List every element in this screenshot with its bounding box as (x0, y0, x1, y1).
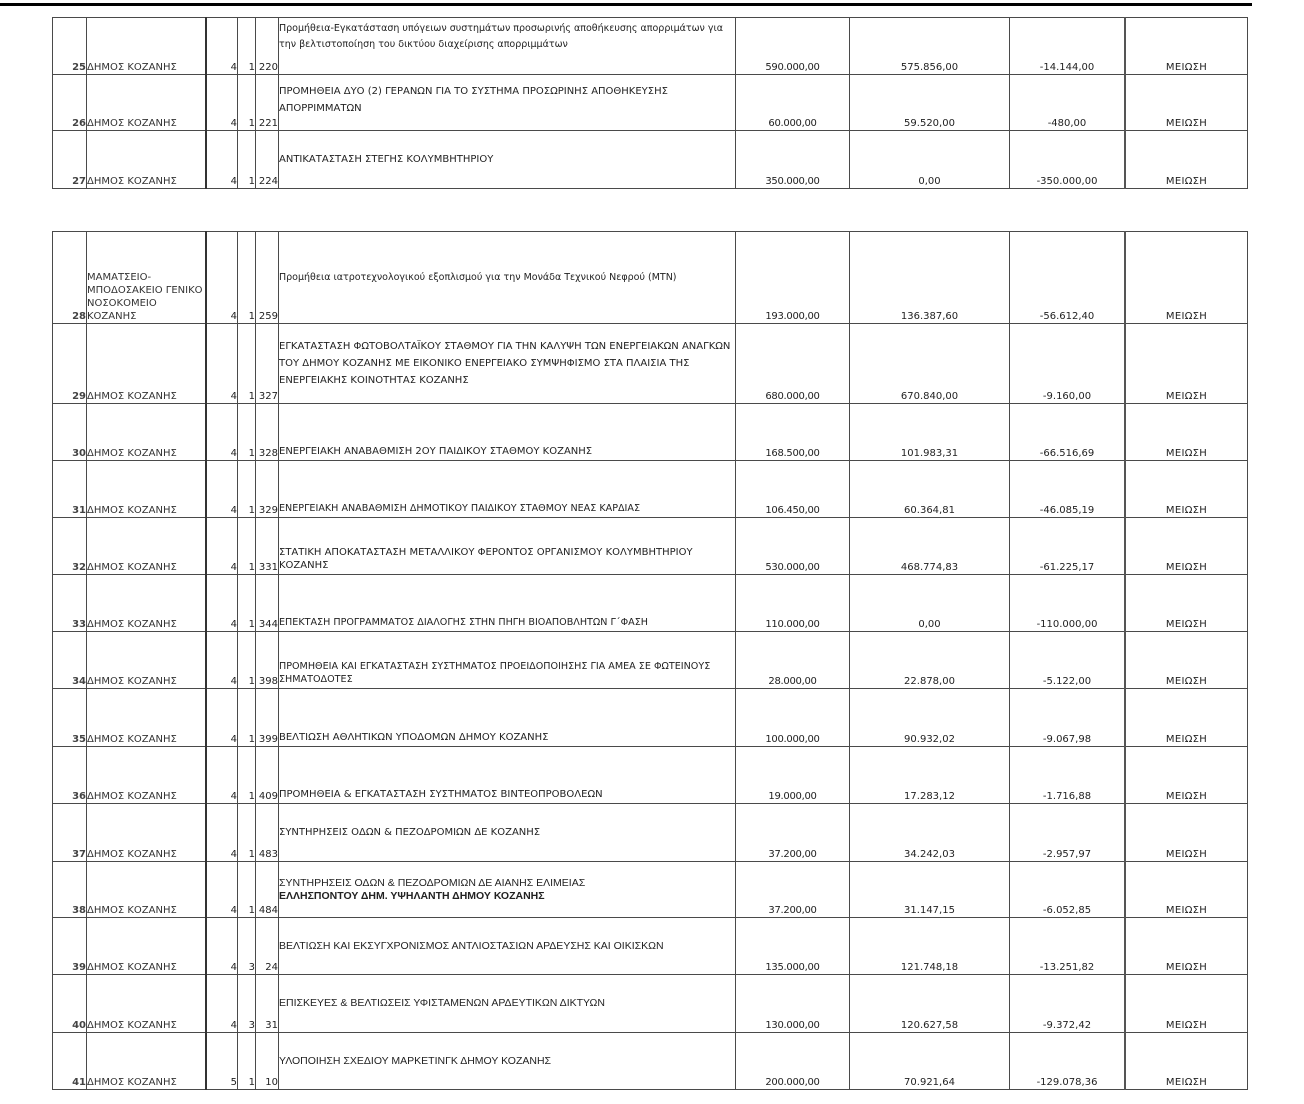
actual-amount: 575.856,00 (850, 18, 1010, 75)
status-label: ΜΕΙΩΣΗ (1125, 75, 1248, 131)
project-code: 331 (256, 518, 279, 575)
table-row (53, 632, 1248, 689)
status-label: ΜΕΙΩΣΗ (1125, 575, 1248, 632)
row-number: 26 (53, 75, 87, 131)
budget-amount: 200.000,00 (736, 1033, 850, 1090)
row-number: 34 (53, 632, 87, 689)
organization: ΔΗΜΟΣ ΚΟΖΑΝΗΣ (87, 461, 207, 518)
row-number: 35 (53, 689, 87, 747)
actual-amount: 670.840,00 (850, 324, 1010, 404)
description-line: ΣΥΝΤΗΡΗΣΕΙΣ ΟΔΩΝ & ΠΕΖΟΔΡΟΜΙΩΝ ΔΕ ΑΙΑΝΗΣ ΕΛΙΜΕΙΑΣ (279, 876, 586, 889)
project-description (279, 862, 736, 918)
budget-amount: 530.000,00 (736, 518, 850, 575)
actual-amount: 101.983,31 (850, 404, 1010, 461)
difference-amount: -2.957,97 (1010, 804, 1126, 862)
code-a: 5 (206, 1033, 238, 1090)
description-line-bold: ΕΛΛΗΣΠΟΝΤΟΥ ΔΗΜ. ΥΨΗΛΑΝΤΗ ΔΗΜΟΥ ΚΟΖΑΝΗΣ (279, 889, 545, 902)
status-label: ΜΕΙΩΣΗ (1125, 804, 1248, 862)
difference-amount: -350.000,00 (1010, 131, 1126, 189)
organization: ΔΗΜΟΣ ΚΟΖΑΝΗΣ (87, 689, 207, 747)
code-a: 4 (206, 232, 238, 324)
code-a: 4 (206, 632, 238, 689)
actual-amount: 90.932,02 (850, 689, 1010, 747)
difference-amount: -6.052,85 (1010, 862, 1126, 918)
actual-amount: 17.283,12 (850, 747, 1010, 804)
actual-amount: 0,00 (850, 131, 1010, 189)
status-label: ΜΕΙΩΣΗ (1125, 232, 1248, 324)
table-row (53, 75, 1248, 131)
project-description: ΣΤΑΤΙΚΗ ΑΠΟΚΑΤΑΣΤΑΣΗ ΜΕΤΑΛΛΙΚΟΥ ΦΕΡΟΝΤΟΣ ΟΡΓΑΝΙΣΜΟΥ ΚΟΛΥΜΒΗΤΗΡΙΟΥ ΚΟΖΑΝΗΣ (279, 518, 736, 575)
code-a: 4 (206, 747, 238, 804)
project-description: ΒΕΛΤΙΩΣΗ ΑΘΛΗΤΙΚΩΝ ΥΠΟΔΟΜΩΝ ΔΗΜΟΥ ΚΟΖΑΝΗΣ (279, 689, 736, 747)
difference-amount: -5.122,00 (1010, 632, 1126, 689)
code-a: 4 (206, 804, 238, 862)
project-description: ΑΝΤΙΚΑΤΑΣΤΑΣΗ ΣΤΕΓΗΣ ΚΟΛΥΜΒΗΤΗΡΙΟΥ (279, 131, 736, 189)
project-code: 328 (256, 404, 279, 461)
actual-amount: 60.364,81 (850, 461, 1010, 518)
code-b: 1 (238, 804, 256, 862)
difference-amount: -13.251,82 (1010, 918, 1126, 975)
project-code: 409 (256, 747, 279, 804)
code-b: 1 (238, 632, 256, 689)
row-number: 38 (53, 862, 87, 918)
budget-amount: 100.000,00 (736, 689, 850, 747)
difference-amount: -9.160,00 (1010, 324, 1126, 404)
row-number: 30 (53, 404, 87, 461)
difference-amount: -9.067,98 (1010, 689, 1126, 747)
budget-amount: 590.000,00 (736, 18, 850, 75)
row-number: 27 (53, 131, 87, 189)
table-row (53, 1033, 1248, 1090)
code-b: 1 (238, 461, 256, 518)
actual-amount: 0,00 (850, 575, 1010, 632)
organization: ΔΗΜΟΣ ΚΟΖΑΝΗΣ (87, 131, 207, 189)
difference-amount: -46.085,19 (1010, 461, 1126, 518)
code-a: 4 (206, 461, 238, 518)
table-row (53, 747, 1248, 804)
project-description: Προμήθεια ιατροτεχνολογικού εξοπλισμού για την Μονάδα Τεχνικού Νεφρού (ΜΤΝ) (279, 232, 736, 324)
organization: ΔΗΜΟΣ ΚΟΖΑΝΗΣ (87, 404, 207, 461)
organization: ΔΗΜΟΣ ΚΟΖΑΝΗΣ (87, 804, 207, 862)
difference-amount: -110.000,00 (1010, 575, 1126, 632)
organization: ΔΗΜΟΣ ΚΟΖΑΝΗΣ (87, 975, 207, 1033)
budget-amount: 37.200,00 (736, 804, 850, 862)
project-code: 344 (256, 575, 279, 632)
row-number: 25 (53, 18, 87, 75)
table-row (53, 804, 1248, 862)
project-code: 24 (256, 918, 279, 975)
row-number: 36 (53, 747, 87, 804)
actual-amount: 59.520,00 (850, 75, 1010, 131)
difference-amount: -480,00 (1010, 75, 1126, 131)
project-description: ΥΛΟΠΟΙΗΣΗ ΣΧΕΔΙΟΥ ΜΑΡΚΕΤΙΝΓΚ ΔΗΜΟΥ ΚΟΖΑΝΗΣ (279, 1033, 736, 1090)
code-b: 1 (238, 232, 256, 324)
organization: ΜΑΜΑΤΣΕΙΟ-ΜΠΟΔΟΣΑΚΕΙΟ ΓΕΝΙΚΟ ΝΟΣΟΚΟΜΕΙΟ ΚΟΖΑΝΗΣ (87, 232, 207, 324)
code-a: 4 (206, 75, 238, 131)
project-code: 329 (256, 461, 279, 518)
status-label: ΜΕΙΩΣΗ (1125, 324, 1248, 404)
code-a: 4 (206, 575, 238, 632)
code-b: 1 (238, 689, 256, 747)
status-label: ΜΕΙΩΣΗ (1125, 518, 1248, 575)
budget-amount: 193.000,00 (736, 232, 850, 324)
difference-amount: -66.516,69 (1010, 404, 1126, 461)
status-label: ΜΕΙΩΣΗ (1125, 918, 1248, 975)
status-label: ΜΕΙΩΣΗ (1125, 632, 1248, 689)
organization: ΔΗΜΟΣ ΚΟΖΑΝΗΣ (87, 575, 207, 632)
actual-amount: 468.774,83 (850, 518, 1010, 575)
actual-amount: 70.921,64 (850, 1033, 1010, 1090)
project-code: 399 (256, 689, 279, 747)
organization: ΔΗΜΟΣ ΚΟΖΑΝΗΣ (87, 862, 207, 918)
code-a: 4 (206, 404, 238, 461)
budget-amount: 350.000,00 (736, 131, 850, 189)
project-code: 327 (256, 324, 279, 404)
table-row (53, 575, 1248, 632)
actual-amount: 31.147,15 (850, 862, 1010, 918)
organization: ΔΗΜΟΣ ΚΟΖΑΝΗΣ (87, 747, 207, 804)
budget-amount: 37.200,00 (736, 862, 850, 918)
project-description: ΕΠΙΣΚΕΥΕΣ & ΒΕΛΤΙΩΣΕΙΣ ΥΦΙΣΤΑΜΕΝΩΝ ΑΡΔΕΥΤΙΚΩΝ ΔΙΚΤΥΩΝ (279, 975, 736, 1033)
organization: ΔΗΜΟΣ ΚΟΖΑΝΗΣ (87, 632, 207, 689)
status-label: ΜΕΙΩΣΗ (1125, 747, 1248, 804)
project-description: Προμήθεια-Εγκατάσταση υπόγειων συστημάτων προσωρινής αποθήκευσης απορριμάτων για την βελτιστοποίηση του δικτύου διαχείρισης απορριμμάτων (279, 18, 736, 75)
difference-amount: -56.612,40 (1010, 232, 1126, 324)
code-b: 3 (238, 975, 256, 1033)
row-number: 29 (53, 324, 87, 404)
row-number: 31 (53, 461, 87, 518)
status-label: ΜΕΙΩΣΗ (1125, 862, 1248, 918)
code-b: 1 (238, 862, 256, 918)
table-row (53, 862, 1248, 918)
project-description: ΕΓΚΑΤΑΣΤΑΣΗ ΦΩΤΟΒΟΛΤΑΪΚΟΥ ΣΤΑΘΜΟΥ ΓΙΑ ΤΗΝ ΚΑΛΥΨΗ ΤΩΝ ΕΝΕΡΓΕΙΑΚΩΝ ΑΝΑΓΚΩΝ ΤΟΥ ΔΗΜΟΥ ΚΟΖΑΝΗΣ ΜΕ ΕΙΚΟΝΙΚΟ ΕΝΕΡΓΕΙΑΚΟ ΣΥΜΨΗΦΙΣΜΟ ΣΤΑ ΠΛΑΙΣΙΑ ΤΗΣ ΕΝΕΡΓΕΙΑΚΗΣ ΚΟΙΝΟΤΗΤΑΣ ΚΟΖΑΝΗΣ (279, 324, 736, 404)
code-b: 1 (238, 404, 256, 461)
table-row (53, 324, 1248, 404)
table-row (53, 518, 1248, 575)
code-a: 4 (206, 324, 238, 404)
difference-amount: -14.144,00 (1010, 18, 1126, 75)
code-b: 1 (238, 747, 256, 804)
table-row (53, 404, 1248, 461)
project-code: 484 (256, 862, 279, 918)
code-a: 4 (206, 18, 238, 75)
code-b: 1 (238, 1033, 256, 1090)
project-description: ΠΡΟΜΗΘΕΙΑ & ΕΓΚΑΤΑΣΤΑΣΗ ΣΥΣΤΗΜΑΤΟΣ ΒΙΝΤΕΟΠΡΟΒΟΛΕΩΝ (279, 747, 736, 804)
row-number: 28 (53, 232, 87, 324)
row-number: 41 (53, 1033, 87, 1090)
project-description: ΕΝΕΡΓΕΙΑΚΗ ΑΝΑΒΑΘΜΙΣΗ 2ΟΥ ΠΑΙΔΙΚΟΥ ΣΤΑΘΜΟΥ ΚΟΖΑΝΗΣ (279, 404, 736, 461)
code-a: 4 (206, 862, 238, 918)
project-description: ΣΥΝΤΗΡΗΣΕΙΣ ΟΔΩΝ & ΠΕΖΟΔΡΟΜΙΩΝ ΔΕ ΚΟΖΑΝΗΣ (279, 804, 736, 862)
project-code: 10 (256, 1033, 279, 1090)
budget-amount: 19.000,00 (736, 747, 850, 804)
code-b: 3 (238, 918, 256, 975)
actual-amount: 22.878,00 (850, 632, 1010, 689)
row-number: 37 (53, 804, 87, 862)
organization: ΔΗΜΟΣ ΚΟΖΑΝΗΣ (87, 918, 207, 975)
actual-amount: 136.387,60 (850, 232, 1010, 324)
status-label: ΜΕΙΩΣΗ (1125, 404, 1248, 461)
status-label: ΜΕΙΩΣΗ (1125, 461, 1248, 518)
difference-amount: -129.078,36 (1010, 1033, 1126, 1090)
table-row (53, 131, 1248, 189)
table-row (53, 461, 1248, 518)
budget-amount: 106.450,00 (736, 461, 850, 518)
code-b: 1 (238, 18, 256, 75)
table-row (53, 232, 1248, 324)
projects-table-1 (52, 17, 1248, 189)
project-description: ΕΠΕΚΤΑΣΗ ΠΡΟΓΡΑΜΜΑΤΟΣ ΔΙΑΛΟΓΗΣ ΣΤΗΝ ΠΗΓΗ ΒΙΟΑΠΟΒΛΗΤΩΝ Γ΄ΦΑΣΗ (279, 575, 736, 632)
status-label: ΜΕΙΩΣΗ (1125, 18, 1248, 75)
budget-amount: 130.000,00 (736, 975, 850, 1033)
code-a: 4 (206, 918, 238, 975)
table-row (53, 18, 1248, 75)
code-b: 1 (238, 324, 256, 404)
project-description: ΠΡΟΜΗΘΕΙΑ ΚΑΙ ΕΓΚΑΤΑΣΤΑΣΗ ΣΥΣΤΗΜΑΤΟΣ ΠΡΟΕΙΔΟΠΟΙΗΣΗΣ ΓΙΑ ΑΜΕΑ ΣΕ ΦΩΤΕΙΝΟΥΣ ΣΗΜΑΤΟΔΟΤΕΣ (279, 632, 736, 689)
projects-table-2 (52, 231, 1248, 1090)
code-b: 1 (238, 131, 256, 189)
code-b: 1 (238, 75, 256, 131)
project-code: 31 (256, 975, 279, 1033)
difference-amount: -9.372,42 (1010, 975, 1126, 1033)
project-code: 483 (256, 804, 279, 862)
project-description: ΠΡΟΜΗΘΕΙΑ ΔΥΟ (2) ΓΕΡΑΝΩΝ ΓΙΑ ΤΟ ΣΥΣΤΗΜΑ ΠΡΟΣΩΡΙΝΗΣ ΑΠΟΘΗΚΕΥΣΗΣ ΑΠΟΡΡΙΜΜΑΤΩΝ (279, 75, 736, 131)
project-code: 224 (256, 131, 279, 189)
budget-amount: 680.000,00 (736, 324, 850, 404)
row-number: 33 (53, 575, 87, 632)
row-number: 39 (53, 918, 87, 975)
budget-amount: 60.000,00 (736, 75, 850, 131)
difference-amount: -61.225,17 (1010, 518, 1126, 575)
status-label: ΜΕΙΩΣΗ (1125, 1033, 1248, 1090)
table-row (53, 918, 1248, 975)
project-code: 398 (256, 632, 279, 689)
row-number: 32 (53, 518, 87, 575)
actual-amount: 34.242,03 (850, 804, 1010, 862)
actual-amount: 120.627,58 (850, 975, 1010, 1033)
budget-amount: 135.000,00 (736, 918, 850, 975)
table-row (53, 975, 1248, 1033)
row-number: 40 (53, 975, 87, 1033)
code-a: 4 (206, 518, 238, 575)
code-b: 1 (238, 575, 256, 632)
project-code: 259 (256, 232, 279, 324)
page-top-rule (0, 3, 1252, 6)
actual-amount: 121.748,18 (850, 918, 1010, 975)
project-code: 220 (256, 18, 279, 75)
code-a: 4 (206, 975, 238, 1033)
project-description: ΒΕΛΤΙΩΣΗ ΚΑΙ ΕΚΣΥΓΧΡΟΝΙΣΜΟΣ ΑΝΤΛΙΟΣΤΑΣΙΩΝ ΑΡΔΕΥΣΗΣ ΚΑΙ ΟΙΚΙΣΚΩΝ (279, 918, 736, 975)
organization: ΔΗΜΟΣ ΚΟΖΑΝΗΣ (87, 324, 207, 404)
code-a: 4 (206, 689, 238, 747)
project-code: 221 (256, 75, 279, 131)
project-description: ΕΝΕΡΓΕΙΑΚΗ ΑΝΑΒΑΘΜΙΣΗ ΔΗΜΟΤΙΚΟΥ ΠΑΙΔΙΚΟΥ ΣΤΑΘΜΟΥ ΝΕΑΣ ΚΑΡΔΙΑΣ (279, 461, 736, 518)
organization: ΔΗΜΟΣ ΚΟΖΑΝΗΣ (87, 518, 207, 575)
code-b: 1 (238, 518, 256, 575)
difference-amount: -1.716,88 (1010, 747, 1126, 804)
budget-amount: 168.500,00 (736, 404, 850, 461)
status-label: ΜΕΙΩΣΗ (1125, 131, 1248, 189)
budget-amount: 110.000,00 (736, 575, 850, 632)
organization: ΔΗΜΟΣ ΚΟΖΑΝΗΣ (87, 75, 207, 131)
code-a: 4 (206, 131, 238, 189)
budget-amount: 28.000,00 (736, 632, 850, 689)
organization: ΔΗΜΟΣ ΚΟΖΑΝΗΣ (87, 18, 207, 75)
organization: ΔΗΜΟΣ ΚΟΖΑΝΗΣ (87, 1033, 207, 1090)
status-label: ΜΕΙΩΣΗ (1125, 689, 1248, 747)
status-label: ΜΕΙΩΣΗ (1125, 975, 1248, 1033)
table-row (53, 689, 1248, 747)
